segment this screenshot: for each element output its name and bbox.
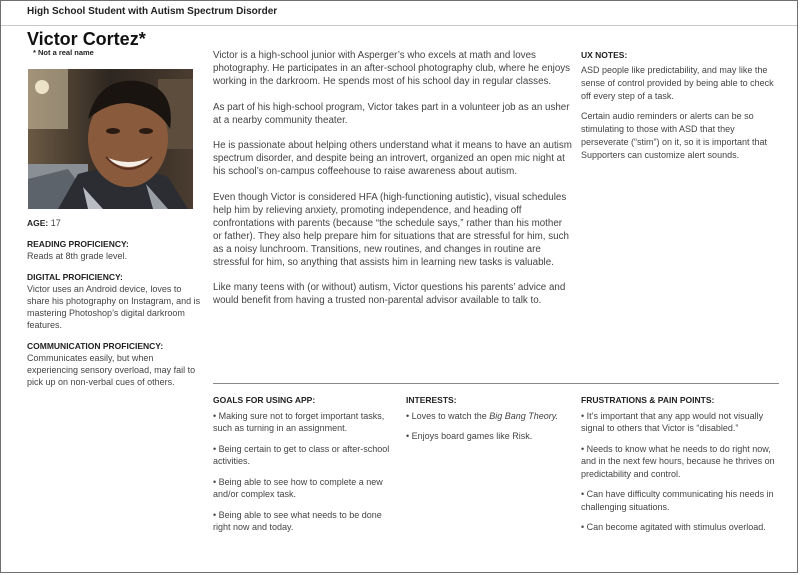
interests-list — [406, 410, 566, 443]
digital-label: DIGITAL PROFICIENCY: — [27, 272, 123, 282]
story-paragraph: He is passionate about helping others understand what it means to have an autism spectrum disorder, and despite being an introvert, organized an open mic night at his school’s on-campus coffeehouse to raise awareness about autism. — [213, 140, 572, 178]
reading-text: Reads at 8th grade level. — [27, 251, 128, 261]
digital-text: Victor uses an Android device, loves to share his photography on Instagram, and is mastering Photoshop’s digital darkroom features. — [27, 284, 201, 330]
frustrations-list — [581, 410, 786, 534]
interest-item: • Enjoys board games like Risk. — [406, 430, 566, 443]
age-block — [27, 217, 202, 229]
story-paragraph: Even though Victor is considered HFA (high-functioning autistic), visual schedules help him by relieving anxiety, promoting independence, and heading off confrontations with parents (because “the schedule says,” rather than his mother or father). They also help prepare him for situations that are stressful for him, such as a noisy lunchroom. Transitions, new routines, and changes in routine are stressful for him, so anything that assists him in learning new tasks is valuable. — [213, 191, 569, 268]
age-value: 17 — [50, 218, 61, 228]
reading-label: READING PROFICIENCY: — [27, 239, 129, 249]
ux-note: Certain audio reminders or alerts can be so stimulating to those with ASD that they perseverate (“stim”) on it, so it is important that Supporters can customize alert sounds. — [581, 111, 768, 160]
ux-notes-label: UX NOTES: — [581, 50, 628, 60]
goal-item: • Being able to see how to complete a new and/or complex task. — [213, 476, 396, 501]
frustrations-label: FRUSTRATIONS & PAIN POINTS: — [581, 395, 715, 405]
profile-details — [27, 217, 202, 397]
name-footnote: * Not a real name — [33, 48, 94, 57]
ux-note: ASD people like predictability, and may like the sense of control provided by being able to check off every step of a task. — [581, 65, 774, 101]
frustration-item: • Can become agitated with stimulus overload. — [581, 521, 786, 534]
frustration-item: • Can have difficulty communicating his needs in challenging situations. — [581, 488, 786, 513]
section-divider — [213, 383, 779, 384]
age-label: AGE: — [27, 218, 49, 228]
persona-story — [213, 49, 573, 320]
frustration-item: • It’s important that any app would not visually signal to others that Victor is “disabled.” — [581, 410, 786, 435]
interests-section — [406, 394, 566, 451]
communication-text: Communicates easily, but when experiencing sensory overload, may fail to pick up on non-verbal cues of others. — [27, 353, 196, 387]
frustration-item: • Needs to know what he needs to do right now, and in the next few hours, because he thrives on predictability and control. — [581, 443, 786, 481]
show-title: Big Bang Theory. — [489, 410, 559, 421]
goals-section — [213, 394, 396, 542]
story-paragraph: As part of his high-school program, Victor takes part in a volunteer job as an usher at a nearby community theater. — [213, 101, 570, 126]
story-paragraph: Like many teens with (or without) autism, Victor questions his parents’ advice and would benefit from having a trusted non-parental advisor available to talk to. — [213, 282, 566, 307]
goals-label: GOALS FOR USING APP: — [213, 395, 316, 405]
interest-item — [406, 410, 566, 423]
interest-text: Loves to watch the — [411, 410, 490, 421]
interests-label: INTERESTS: — [406, 395, 457, 405]
communication-label: COMMUNICATION PROFICIENCY: — [27, 341, 164, 351]
persona-photo — [28, 69, 193, 209]
goal-item: • Making sure not to forget important tasks, such as turning in an assignment. — [213, 410, 396, 435]
goal-item: • Being certain to get to class or after-school activities. — [213, 443, 396, 468]
persona-name: Victor Cortez* — [27, 29, 146, 49]
ux-notes — [581, 49, 781, 169]
digital-block — [27, 271, 202, 331]
communication-block — [27, 340, 202, 388]
category-bar — [1, 1, 797, 26]
goal-item: • Being able to see what needs to be done right now and today. — [213, 509, 396, 534]
persona-category: High School Student with Autism Spectrum Disorder — [27, 6, 278, 17]
portrait-image — [28, 69, 193, 209]
goals-list — [213, 410, 396, 534]
frustrations-section — [581, 394, 786, 542]
story-paragraph: Victor is a high-school junior with Asperger’s who excels at math and loves photography. He participates in an after-school photography club, where he enjoys working in the darkroom. He spends most of his school day in regular classes. — [213, 50, 571, 87]
reading-block — [27, 238, 202, 262]
